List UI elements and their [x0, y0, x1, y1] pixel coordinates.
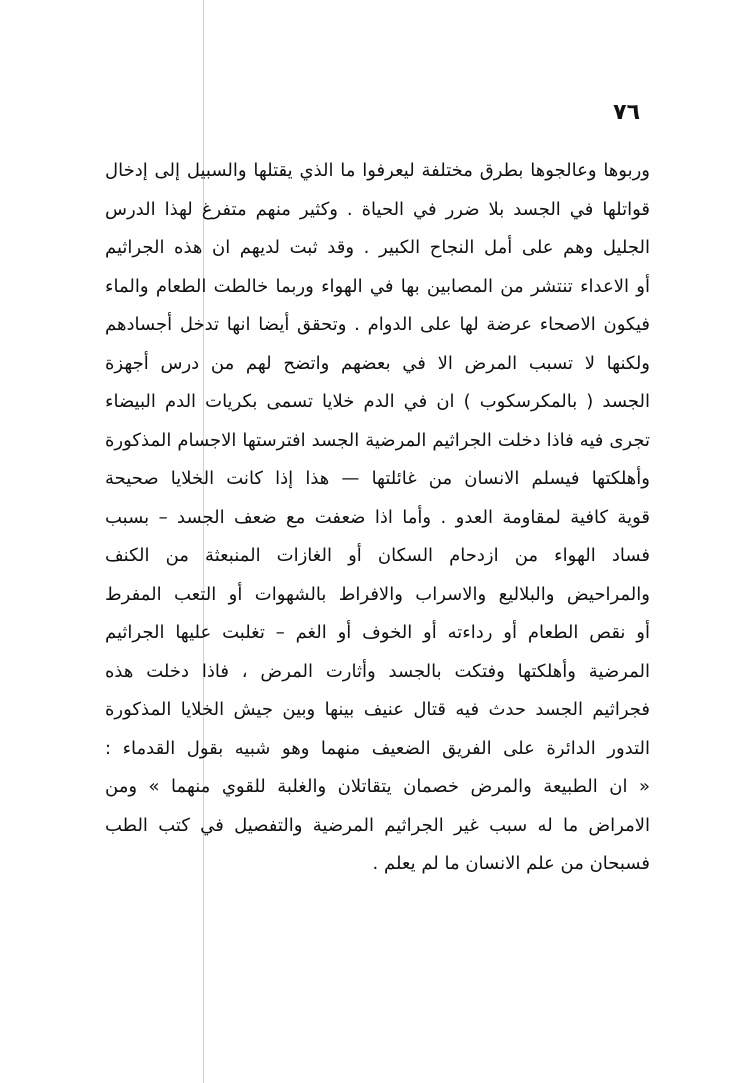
text-line: وربوها وعالجوها بطرق مختلفة ليعرفوا ما الذي يقتلها والسبيل إلى إدخال [105, 160, 650, 181]
text-line: فيكون الاصحاء عرضة لها على الدوام . وتحقق أيضا انها تدخل أجسادهم [105, 314, 650, 335]
text-line: الجليل وهم على أمل النجاح الكبير . وقد ثبت لديهم ان هذه الجراثيم [105, 237, 650, 258]
text-line: أو نقص الطعام أو رداءته أو الخوف أو الغم – تغلبت عليها الجراثيم [105, 622, 650, 643]
text-line: فجراثيم الجسد حدث فيه قتال عنيف بينها وبين جيش الخلايا المذكورة [105, 699, 650, 720]
text-line: ولكنها لا تسبب المرض الا في بعضهم واتضح لهم من درس أجهزة [105, 352, 650, 374]
text-line: أو الاعداء تنتشر من المصابين بها في الهواء وربما خالطت الطعام والماء [105, 275, 650, 297]
text-line: قوية كافية لمقاومة العدو . وأما اذا ضعفت مع ضعف الجسد – بسبب [105, 506, 650, 528]
text-line: الامراض ما له سبب غير الجراثيم المرضية والتفصيل في كتب الطب [105, 814, 650, 836]
text-line: تجرى فيه فاذا دخلت الجراثيم المرضية الجسد افترستها الاجسام المذكورة [105, 429, 650, 451]
body-text [105, 152, 650, 884]
text-line: المرضية وأهلكتها وفتكت بالجسد وأثارت المرض ، فاذا دخلت هذه [105, 660, 650, 682]
page-number: ٧٦ [613, 100, 640, 125]
text-line: الجسد ( بالمكرسكوب ) ان في الدم خلايا تسمى بكريات الدم البيضاء [105, 391, 650, 412]
text-line: فساد الهواء من ازدحام السكان أو الغازات المنبعثة من الكنف [105, 545, 650, 566]
text-line: والمراحيض والبلاليع والاسراب والافراط بالشهوات أو التعب المفرط [105, 583, 650, 605]
text-line: قواتلها في الجسد بلا ضرر في الحياة . وكثير منهم متفرغ لهذا الدرس [105, 198, 650, 220]
text-line: « ان الطبيعة والمرض خصمان يتقاتلان والغلبة للقوي منهما » ومن [105, 776, 650, 797]
text-line: وأهلكتها فيسلم الانسان من غائلتها — هذا إذا كانت الخلايا صحيحة [105, 468, 650, 489]
text-line: التدور الدائرة على الفريق الضعيف منهما وهو شبيه بقول القدماء : [105, 737, 650, 759]
text-line-last: فسبحان من علم الانسان ما لم يعلم . [372, 853, 650, 874]
